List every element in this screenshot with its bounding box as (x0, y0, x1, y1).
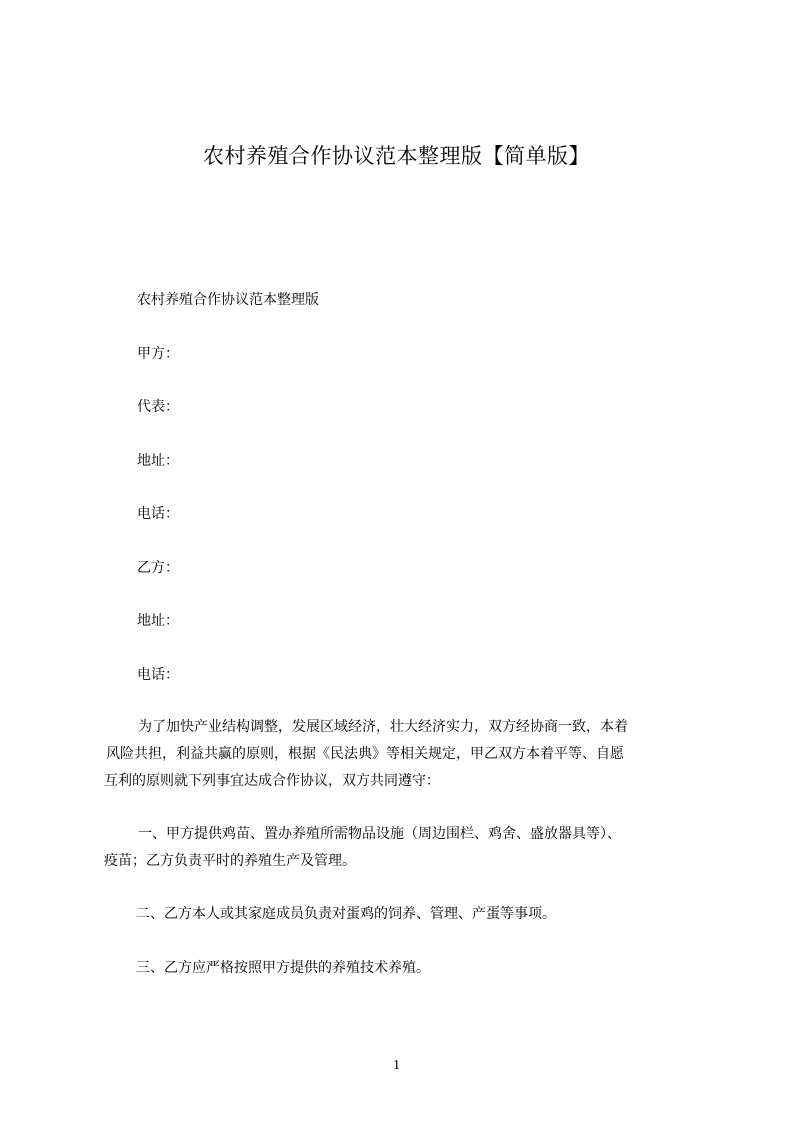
party-a-label: 甲方： (137, 346, 179, 362)
preamble-line: 互利的原则就下列事宜达成合作协议，双方共同遵守： (104, 773, 440, 789)
clause-3-paragraph (104, 955, 692, 982)
clause-1-line: 一、甲方提供鸡苗、置办养殖所需物品设施（周边围栏、鸡舍、盛放器具等）、 (138, 826, 621, 842)
clause-1-paragraph (104, 821, 692, 875)
party-b-label: 乙方： (137, 560, 179, 576)
preamble-line: 风险共担，利益共赢的原则，根据《民法典》等相关规定，甲乙双方本着平等、自愿 (106, 746, 624, 762)
preamble-paragraph (104, 714, 692, 795)
page-number: 1 (393, 1058, 400, 1073)
document-title: 农村养殖合作协议范本整理版【简单版】 (203, 144, 590, 168)
party-b-phone-label: 电话： (137, 667, 179, 683)
clause-1-line: 疫苗；乙方负责平时的养殖生产及管理。 (104, 853, 356, 869)
party-a-address-label: 地址： (137, 453, 179, 469)
clause-3-line: 三、乙方应严格按照甲方提供的养殖技术养殖。 (136, 960, 430, 976)
clause-2-paragraph (104, 901, 692, 928)
document-subtitle: 农村养殖合作协议范本整理版 (137, 292, 319, 308)
party-a-phone-label: 电话： (137, 506, 179, 522)
party-a-representative-label: 代表： (137, 399, 179, 415)
preamble-line: 为了加快产业结构调整，发展区域经济，壮大经济实力，双方经协商一致，本着 (138, 719, 628, 735)
party-b-address-label: 地址： (137, 613, 179, 629)
clause-2-line: 二、乙方本人或其家庭成员负责对蛋鸡的饲养、管理、产蛋等事项。 (136, 906, 556, 922)
